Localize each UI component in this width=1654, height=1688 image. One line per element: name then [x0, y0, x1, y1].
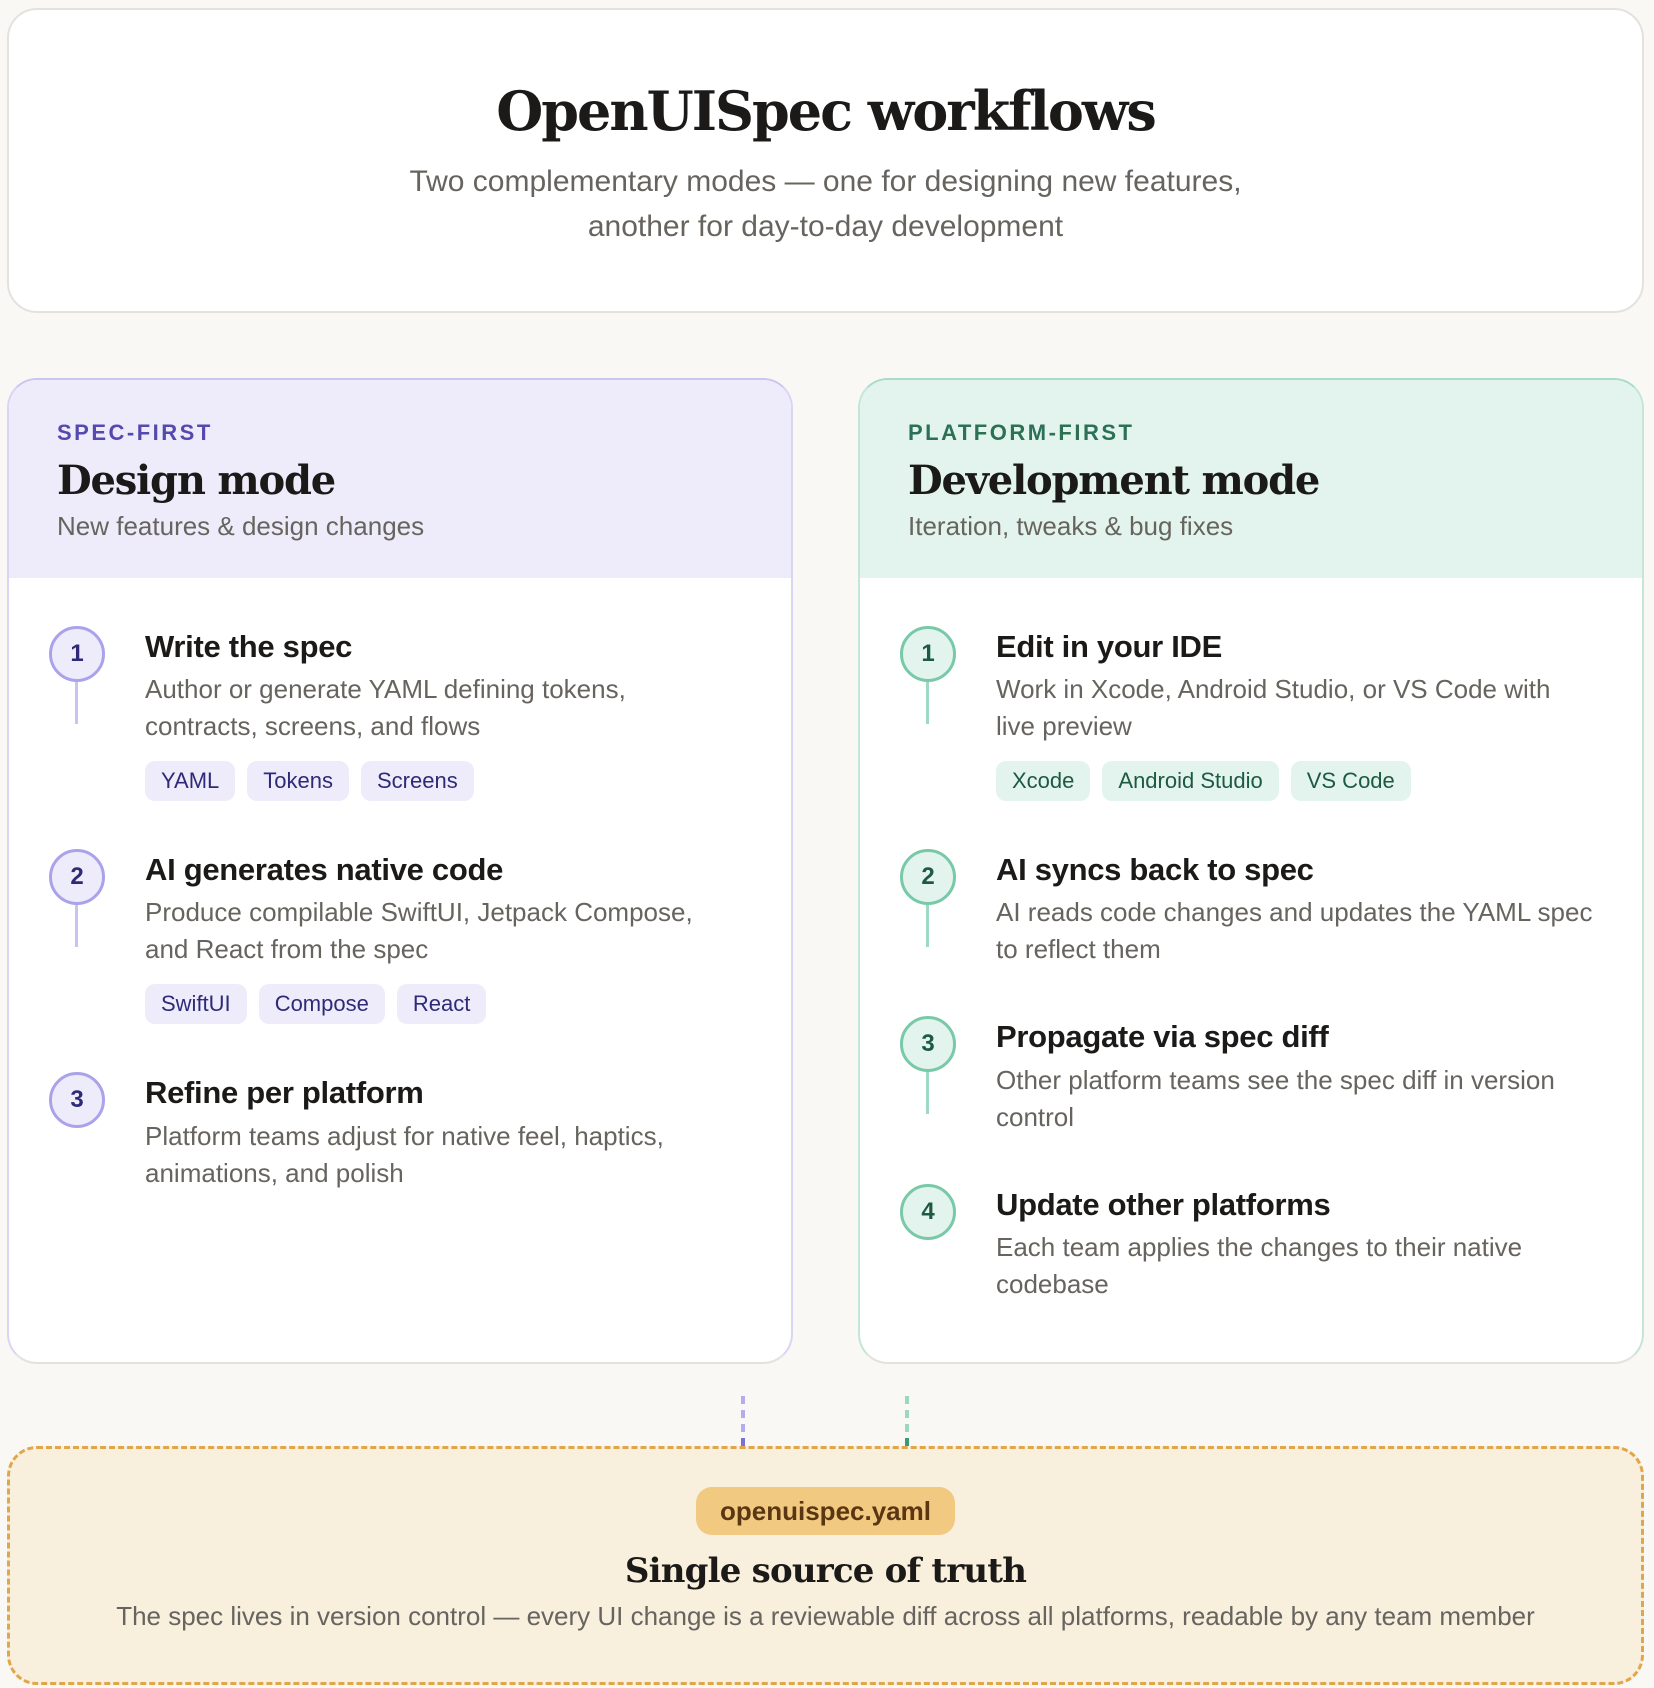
tag-vs-code: VS Code	[1291, 761, 1411, 801]
page-title: OpenUISpec workflows	[496, 79, 1155, 143]
step-description: Platform teams adjust for native feel, haptics, animations, and polish	[145, 1120, 664, 1188]
step-marker	[49, 626, 145, 801]
step-number-badge: 1	[900, 626, 956, 682]
step-title: Update other platforms	[996, 1186, 1331, 1222]
step-marker	[49, 1072, 145, 1191]
source-of-truth-title: Single source of truth	[624, 1551, 1027, 1591]
step-title: Refine per platform	[145, 1075, 424, 1111]
development-step-2	[900, 849, 1594, 968]
design-step-2	[49, 849, 743, 1024]
step-description: Each team applies the changes to their native codebase	[996, 1231, 1523, 1299]
tag-xcode: Xcode	[996, 761, 1090, 801]
tag-android-studio: Android Studio	[1102, 761, 1278, 801]
step-connector-line	[75, 905, 78, 947]
design-mode-title: Design mode	[57, 457, 336, 504]
step-connector-line	[75, 682, 78, 724]
step-title: AI syncs back to spec	[996, 852, 1314, 888]
header-card	[7, 8, 1644, 313]
development-mode-title: Development mode	[908, 457, 1320, 504]
step-marker	[49, 849, 145, 1024]
design-step-3	[49, 1072, 743, 1191]
development-step-4	[900, 1184, 1594, 1303]
step-connector-line	[926, 682, 929, 724]
step-marker	[900, 626, 996, 801]
tag-yaml: YAML	[145, 761, 235, 801]
step-tags	[996, 761, 1594, 801]
development-mode-card	[858, 378, 1644, 1364]
tag-react: React	[397, 984, 486, 1024]
development-step-3	[900, 1016, 1594, 1135]
tag-swiftui: SwiftUI	[145, 984, 247, 1024]
step-description: Work in Xcode, Android Studio, or VS Code with live preview	[996, 674, 1551, 742]
step-tags	[145, 984, 743, 1024]
source-of-truth-card	[7, 1446, 1644, 1685]
step-marker	[900, 849, 996, 968]
step-connector-line	[926, 905, 929, 947]
development-steps-list	[860, 578, 1642, 1303]
design-steps-list	[9, 578, 791, 1192]
design-to-spec-connector	[741, 1396, 745, 1446]
step-description: Produce compilable SwiftUI, Jetpack Compose, and React from the spec	[145, 897, 693, 965]
design-mode-subtitle: New features & design changes	[57, 511, 425, 541]
step-marker	[900, 1016, 996, 1135]
connector-cap	[741, 1438, 745, 1446]
connector-cap	[905, 1438, 909, 1446]
development-mode-header	[860, 380, 1642, 578]
spec-file-badge: openuispec.yaml	[696, 1487, 955, 1535]
step-number-badge: 1	[49, 626, 105, 682]
development-mode-subtitle: Iteration, tweaks & bug fixes	[908, 511, 1234, 541]
tag-screens: Screens	[361, 761, 474, 801]
step-marker	[900, 1184, 996, 1303]
development-to-spec-connector	[905, 1396, 909, 1446]
step-description: Other platform teams see the spec diff in version control	[996, 1064, 1555, 1132]
step-description: Author or generate YAML defining tokens, contracts, screens, and flows	[145, 674, 626, 742]
step-title: Propagate via spec diff	[996, 1019, 1329, 1055]
source-of-truth-description: The spec lives in version control — every UI change is a reviewable diff across all platforms, readable by any team member	[116, 1600, 1535, 1631]
tag-tokens: Tokens	[247, 761, 349, 801]
step-number-badge: 3	[49, 1072, 105, 1128]
page-subtitle: Two complementary modes — one for designing new features, another for day-to-day development	[409, 165, 1242, 244]
step-title: Edit in your IDE	[996, 629, 1222, 664]
development-mode-eyebrow: PLATFORM-FIRST	[908, 420, 1135, 445]
step-number-badge: 2	[49, 849, 105, 905]
step-connector-line	[926, 1072, 929, 1114]
design-mode-card	[7, 378, 793, 1364]
step-tags	[145, 761, 743, 801]
design-step-1	[49, 626, 743, 801]
step-number-badge: 2	[900, 849, 956, 905]
step-description: AI reads code changes and updates the YAML spec to reflect them	[996, 897, 1593, 965]
tag-compose: Compose	[259, 984, 385, 1024]
development-step-1	[900, 626, 1594, 801]
design-mode-eyebrow: SPEC-FIRST	[57, 420, 213, 445]
step-number-badge: 4	[900, 1184, 956, 1240]
step-number-badge: 3	[900, 1016, 956, 1072]
step-title: Write the spec	[145, 629, 353, 664]
design-mode-header	[9, 380, 791, 578]
step-title: AI generates native code	[145, 852, 504, 888]
